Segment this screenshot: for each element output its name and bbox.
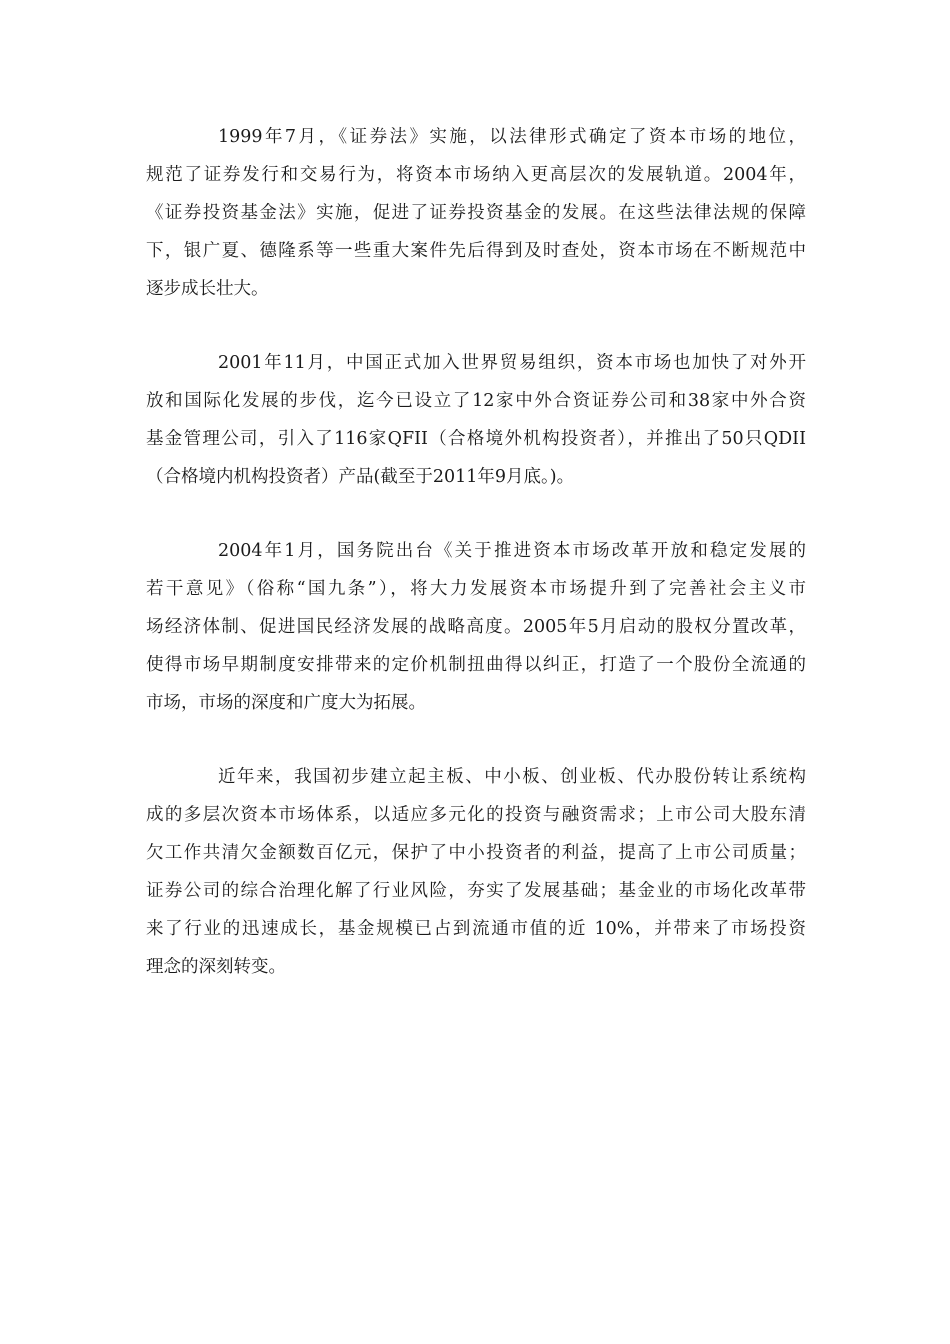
text-line: 来了行业的迅速成长，基金规模已占到流通市值的近 10%，并带来了市场投资 [146,919,806,939]
document-body [146,118,806,1022]
paragraph-wto [146,344,806,496]
text-line: 欠工作共清欠金额数百亿元，保护了中小投资者的利益，提高了上市公司质量； [146,843,806,863]
text-line: （合格境内机构投资者）产品(截至于2011年9月底。)。 [146,467,575,487]
text-line: 若干意见》（俗称“国九条”），将大力发展资本市场提升到了完善社会主义市 [146,579,806,599]
text-line: 下，银广夏、德隆系等一些重大案件先后得到及时查处，资本市场在不断规范中 [146,241,806,261]
text-line: 基金管理公司，引入了116家QFII（合格境外机构投资者），并推出了50只QDII [146,429,806,449]
text-line: 使得市场早期制度安排带来的定价机制扭曲得以纠正，打造了一个股份全流通的 [146,655,806,675]
text-line: 近年来，我国初步建立起主板、中小板、创业板、代办股份转让系统构 [218,767,806,787]
paragraph-recent-years [146,758,806,986]
paragraph-state-council [146,532,806,722]
text-line: 2001年11月，中国正式加入世界贸易组织，资本市场也加快了对外开 [218,353,806,373]
text-line: 逐步成长壮大。 [146,279,269,299]
text-line: 证券公司的综合治理化解了行业风险，夯实了发展基础；基金业的市场化改革带 [146,881,806,901]
text-line: 成的多层次资本市场体系，以适应多元化的投资与融资需求；上市公司大股东清 [146,805,806,825]
text-line: 理念的深刻转变。 [146,957,286,977]
text-line: 1999年7月，《证券法》实施，以法律形式确定了资本市场的地位， [218,127,806,147]
text-line: 放和国际化发展的步伐，迄今已设立了12家中外合资证券公司和38家中外合资 [146,391,806,411]
text-line: 场经济体制、促进国民经济发展的战略高度。2005年5月启动的股权分置改革， [146,617,806,637]
text-line: 规范了证券发行和交易行为，将资本市场纳入更高层次的发展轨道。2004年， [146,165,806,185]
text-line: 市场，市场的深度和广度大为拓展。 [146,693,426,713]
text-line: 2004年1月，国务院出台《关于推进资本市场改革开放和稳定发展的 [218,541,806,561]
paragraph-securities-law [146,118,806,308]
text-line: 《证券投资基金法》实施，促进了证券投资基金的发展。在这些法律法规的保障 [146,203,806,223]
